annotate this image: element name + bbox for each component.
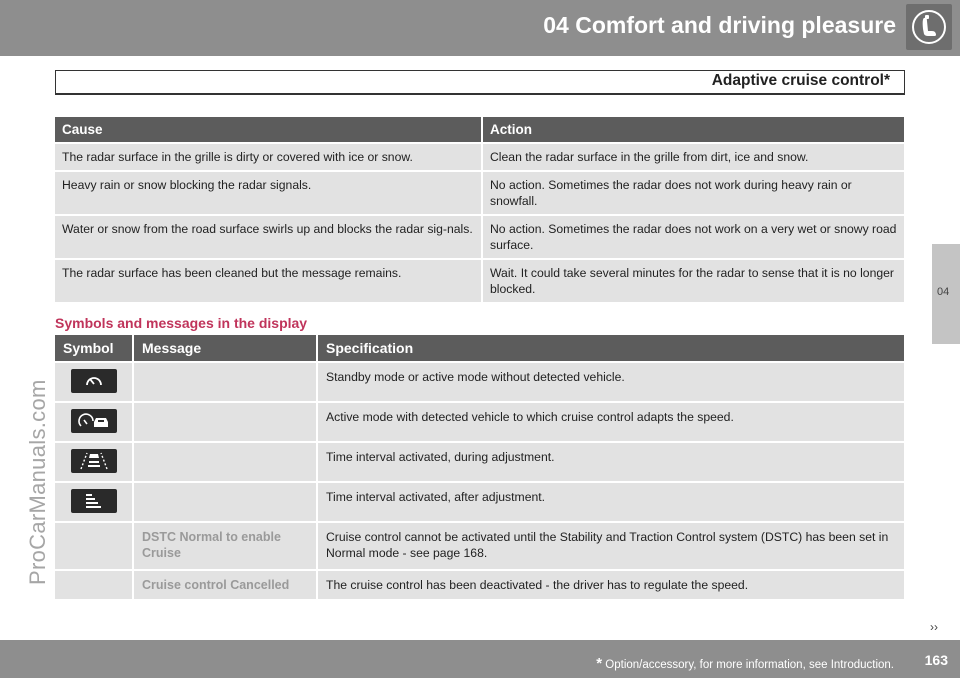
symbol-cell <box>55 363 132 401</box>
chapter-tab-label: 04 <box>937 286 950 298</box>
symbol-cell <box>55 403 132 441</box>
time-interval-adjusting-icon <box>71 449 117 473</box>
symbol-cell <box>55 483 132 521</box>
column-header: Specification <box>316 335 904 361</box>
cause-cell: Water or snow from the road surface swirls up and blocks the radar sig-nals. <box>55 216 481 258</box>
specification-cell: The cruise control has been deactivated - the driver has to regulate the speed. <box>316 571 904 599</box>
table-header-row <box>55 117 904 142</box>
table-row <box>55 523 904 569</box>
specification-cell: Standby mode or active mode without detected vehicle. <box>316 363 904 401</box>
specification-cell: Active mode with detected vehicle to which cruise control adapts the speed. <box>316 403 904 441</box>
symbols-heading: Symbols and messages in the display <box>55 315 308 331</box>
page-number: 163 <box>924 652 948 668</box>
seat-icon <box>906 4 952 50</box>
section-title-box <box>55 70 905 95</box>
table-header-row <box>55 335 904 361</box>
time-interval-set-icon <box>71 489 117 513</box>
specification-cell: Cruise control cannot be activated until the Stability and Traction Control system (DSTC) has been set in Normal mode - see page 168. <box>316 523 904 569</box>
cause-cell: The radar surface has been cleaned but the message remains. <box>55 260 481 302</box>
chapter-side-tab[interactable] <box>932 244 960 344</box>
table-row <box>55 216 904 258</box>
continue-arrow-icon: ›› <box>930 620 938 634</box>
column-header: Cause <box>55 117 481 142</box>
footnote-star: * <box>596 655 603 672</box>
speedometer-icon <box>71 369 117 393</box>
symbol-cell <box>55 571 132 599</box>
table-row <box>55 260 904 302</box>
watermark: ProCarManuals.com <box>25 379 50 585</box>
cause-action-table <box>55 115 904 304</box>
action-cell: Clean the radar surface in the grille from dirt, ice and snow. <box>481 144 904 170</box>
car-detected-icon <box>71 409 117 433</box>
message-cell <box>132 403 316 441</box>
table-row <box>55 172 904 214</box>
table-row <box>55 443 904 481</box>
chapter-title: 04 Comfort and driving pleasure <box>543 12 896 38</box>
specification-cell: Time interval activated, during adjustment. <box>316 443 904 481</box>
footnote <box>596 655 894 672</box>
action-cell: No action. Sometimes the radar does not work during heavy rain or snowfall. <box>481 172 904 214</box>
chapter-header <box>0 0 960 56</box>
table-row <box>55 144 904 170</box>
table-row <box>55 363 904 401</box>
page-footer <box>0 640 960 678</box>
cause-cell: The radar surface in the grille is dirty or covered with ice or snow. <box>55 144 481 170</box>
message-cell: Cruise control Cancelled <box>132 571 316 599</box>
footnote-text: Option/accessory, for more information, see Introduction. <box>605 659 894 671</box>
section-title: Adaptive cruise control* <box>711 72 890 89</box>
message-cell: DSTC Normal to enable Cruise <box>132 523 316 569</box>
column-header: Message <box>132 335 316 361</box>
column-header: Action <box>481 117 904 142</box>
column-header: Symbol <box>55 335 132 361</box>
symbol-cell <box>55 443 132 481</box>
table-row <box>55 571 904 599</box>
message-cell <box>132 483 316 521</box>
action-cell: Wait. It could take several minutes for the radar to sense that it is no longer blocked. <box>481 260 904 302</box>
symbol-cell <box>55 523 132 569</box>
table-row <box>55 403 904 441</box>
action-cell: No action. Sometimes the radar does not work on a very wet or snowy road surface. <box>481 216 904 258</box>
cause-cell: Heavy rain or snow blocking the radar signals. <box>55 172 481 214</box>
table-row <box>55 483 904 521</box>
message-cell <box>132 443 316 481</box>
specification-cell: Time interval activated, after adjustment. <box>316 483 904 521</box>
symbols-messages-table <box>55 333 904 601</box>
message-cell <box>132 363 316 401</box>
